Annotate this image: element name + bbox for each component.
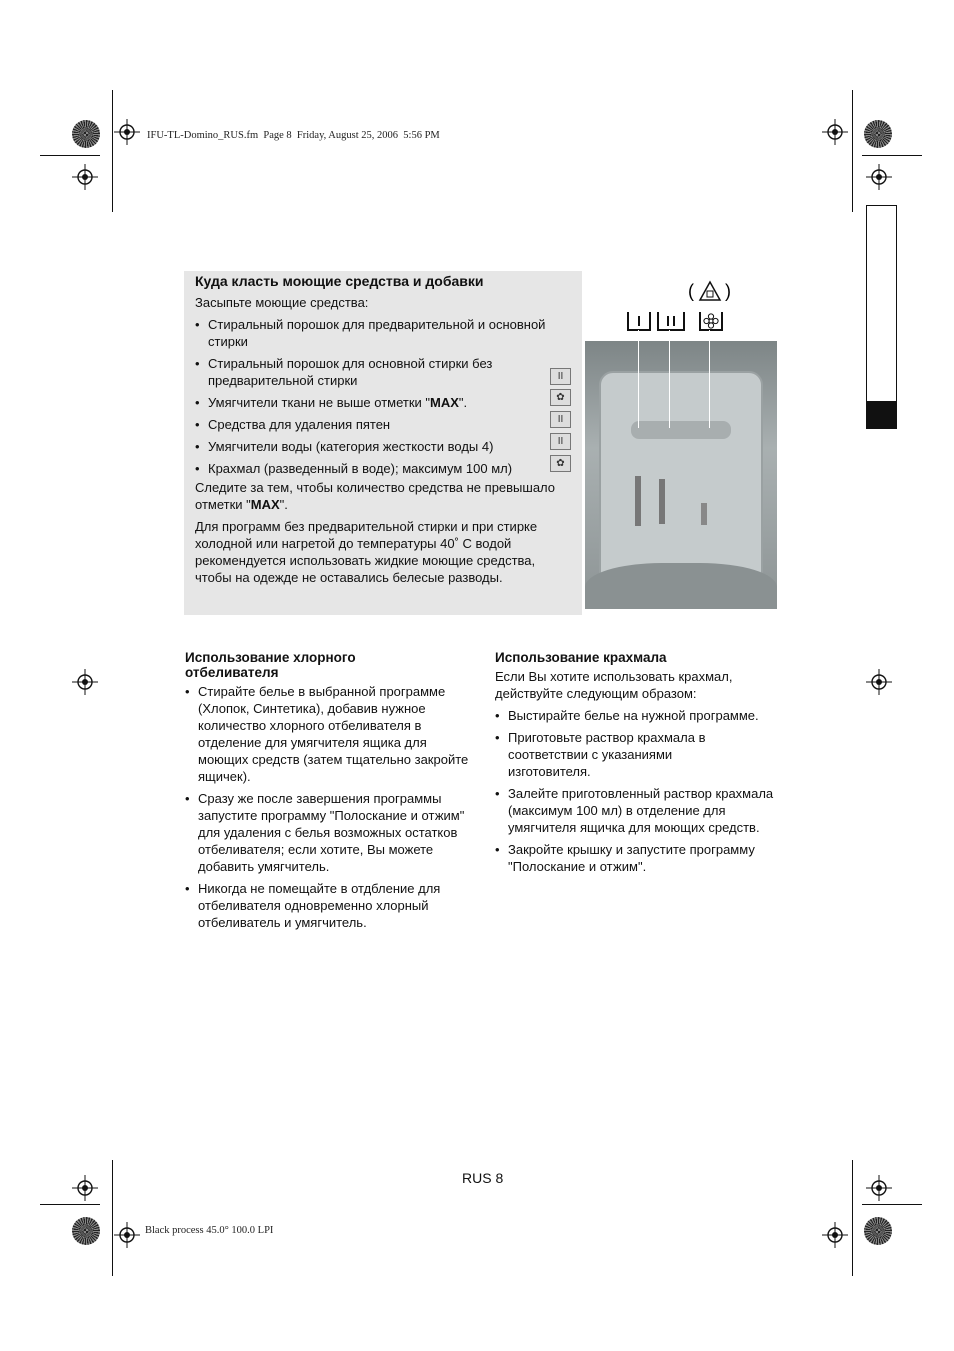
compartment-II-icon: II [550, 368, 571, 385]
photo-slot [701, 503, 707, 525]
photo-drawer [599, 371, 763, 585]
list-item: • Крахмал (разведенный в воде); максимум 100 мл) [195, 460, 571, 477]
leader-line [669, 330, 670, 428]
list-item: • Сразу же после завершения программы запустите программу "Полоскание и отжим" для удаления с белья возможных остатков отбеливателя; если хотите, Вы можете добавить умягчитель. [185, 790, 470, 875]
registration-mark-icon [72, 164, 98, 190]
registration-mark-icon [822, 1222, 848, 1248]
softener-flower-icon [698, 310, 724, 332]
bleach-section [185, 650, 470, 936]
bleach-triangle-icon [688, 278, 732, 304]
footer-slug: Black process 45.0° 100.0 LPI [145, 1225, 274, 1236]
starch-intro: Если Вы хотите использовать крахмал, действуйте следующим образом: [495, 669, 733, 701]
list-item: • Умягчители воды (категория жесткости воды 4) [195, 438, 571, 455]
svg-text:(: ( [688, 281, 694, 301]
photo-compartments [631, 421, 731, 439]
section-title: Использование хлорного отбеливателя [185, 650, 356, 680]
box-note: Следите за тем, чтобы количество средства не превышало отметки "MAX". [195, 480, 556, 512]
trim-line [112, 1160, 113, 1276]
registration-mark-icon [114, 119, 140, 145]
color-rosette-mark [864, 120, 892, 148]
registration-mark-icon [72, 1175, 98, 1201]
list-item: • Средства для удаления пятен [195, 416, 571, 433]
list-item: • Никогда не помещайте в отдбление для отбеливателя одновременно хлорный отбеливатель и умягчитель. [185, 880, 470, 931]
registration-mark-icon [866, 1175, 892, 1201]
list-item: • Умягчители ткани не выше отметки "MAX". [195, 394, 571, 411]
softener-flower-icon: ✿ [550, 389, 571, 406]
list-item: • Стирайте белье в выбранной программе (Хлопок, Синтетика), добавив нужное количество хлорного отбеливателя в отделение для умягчителя ящика для моющих средств (затем тщательно закройте ящичек). [185, 683, 470, 785]
trim-line [112, 90, 113, 212]
side-tab [866, 205, 897, 429]
compartment-II-icon: II [550, 433, 571, 450]
registration-mark-icon [72, 669, 98, 695]
page-number: RUS 8 [462, 1170, 504, 1186]
registration-mark-icon [114, 1222, 140, 1248]
detergent-drawer-photo [585, 341, 777, 609]
compartment-II-icon: II [550, 411, 571, 428]
trim-line [40, 1204, 100, 1205]
photo-slot [635, 476, 641, 526]
photo-drum [585, 563, 777, 609]
starch-list [495, 707, 785, 875]
list-item: • Закройте крышку и запустите программу "Полоскание и отжим". [495, 841, 785, 875]
trim-line [40, 155, 100, 156]
color-rosette-mark [72, 120, 100, 148]
list-item: • Залейте приготовленный раствор крахмала (максимум 100 мл) в отделение для умягчителя ящичка для моющих средств. [495, 785, 785, 836]
photo-slot [659, 479, 665, 524]
box-paragraph: Для программ без предварительной стирки и при стирке холодной или нагретой до температуры 40˚ С водой рекомендуется использовать жидкие моющие средства, чтобы на одежде не оставались белесые разводы. [195, 519, 538, 585]
trim-line [852, 1160, 853, 1276]
leader-line [638, 330, 639, 428]
compartment-II-icon [656, 310, 686, 332]
header-slug: IFU-TL-Domino_RUS.fm Page 8 Friday, August 25, 2006 5:56 PM [147, 130, 440, 141]
detergent-list [195, 316, 571, 482]
bleach-list [185, 683, 470, 931]
trim-line [852, 90, 853, 212]
trim-line [862, 1204, 922, 1205]
svg-text:): ) [725, 281, 731, 301]
list-item: • Выстирайте белье на нужной программе. [495, 707, 785, 724]
color-rosette-mark [864, 1217, 892, 1245]
box-title: Куда класть моющие средства и добавки [195, 273, 484, 289]
detergent-info-box [184, 271, 582, 615]
trim-line [862, 155, 922, 156]
list-item: • Стиральный порошок для основной стирки без предварительной стирки [195, 355, 571, 389]
softener-flower-icon: ✿ [550, 455, 571, 472]
section-title: Использование крахмала [495, 650, 667, 665]
registration-mark-icon [866, 669, 892, 695]
compartment-I-icon [626, 310, 652, 332]
box-intro: Засыпьте моющие средства: [195, 295, 369, 310]
list-item: • Стиральный порошок для предварительной и основной стирки [195, 316, 571, 350]
color-rosette-mark [72, 1217, 100, 1245]
leader-line [709, 330, 710, 428]
registration-mark-icon [822, 119, 848, 145]
list-item: • Приготовьте раствор крахмала в соответствии с указаниями изготовителя. [495, 729, 728, 780]
side-tab-marker [867, 401, 896, 428]
starch-section [495, 650, 785, 880]
registration-mark-icon [866, 164, 892, 190]
